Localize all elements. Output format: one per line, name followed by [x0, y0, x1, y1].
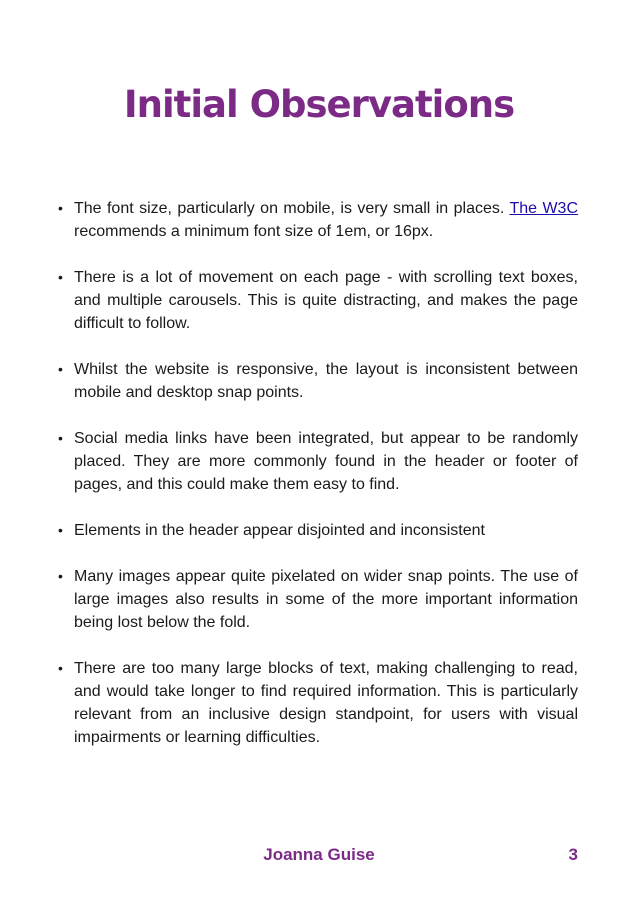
bullet-icon: • — [58, 522, 63, 538]
observation-text: recommends a minimum font size of 1em, or 16px. — [74, 223, 434, 240]
observation-list — [58, 197, 578, 772]
bullet-icon: • — [58, 660, 63, 676]
bullet-icon: • — [58, 269, 63, 285]
observation-item-3 — [58, 358, 578, 404]
bullet-icon: • — [58, 430, 63, 446]
observation-item-2 — [58, 266, 578, 335]
observation-text: Whilst the website is responsive, the layout is inconsistent between mobile and desktop snap points. — [74, 361, 578, 401]
w3c-link[interactable]: The W3C — [509, 200, 578, 217]
observation-item-7 — [58, 657, 578, 749]
page-title: Initial Observations — [123, 82, 515, 126]
observation-item-6 — [58, 565, 578, 634]
observation-item-5 — [58, 519, 578, 542]
observation-text: There are too many large blocks of text, making challenging to read, and would take longer to find required information. This is particularly relevant from an inclusive design standpoint, for users with visual impairments or learning difficulties. — [74, 660, 578, 746]
bullet-icon: • — [58, 200, 63, 216]
footer-author: Joanna Guise — [263, 845, 375, 864]
bullet-icon: • — [58, 361, 63, 377]
observation-text: Many images appear quite pixelated on wider snap points. The use of large images also results in some of the more important information being lost below the fold. — [74, 568, 578, 631]
observation-text: The font size, particularly on mobile, is very small in places. — [74, 200, 510, 217]
footer-page-number: 3 — [568, 845, 578, 864]
observation-item-4 — [58, 427, 578, 496]
observation-text: Elements in the header appear disjointed and inconsistent — [74, 522, 485, 539]
observation-item-1 — [58, 197, 578, 243]
observation-text: Social media links have been integrated, but appear to be randomly placed. They are more commonly found in the header or footer of pages, and this could make them easy to find. — [74, 430, 578, 493]
observation-text: There is a lot of movement on each page - with scrolling text boxes, and multiple carousels. This is quite distracting, and makes the page difficult to follow. — [74, 269, 578, 332]
bullet-icon: • — [58, 568, 63, 584]
